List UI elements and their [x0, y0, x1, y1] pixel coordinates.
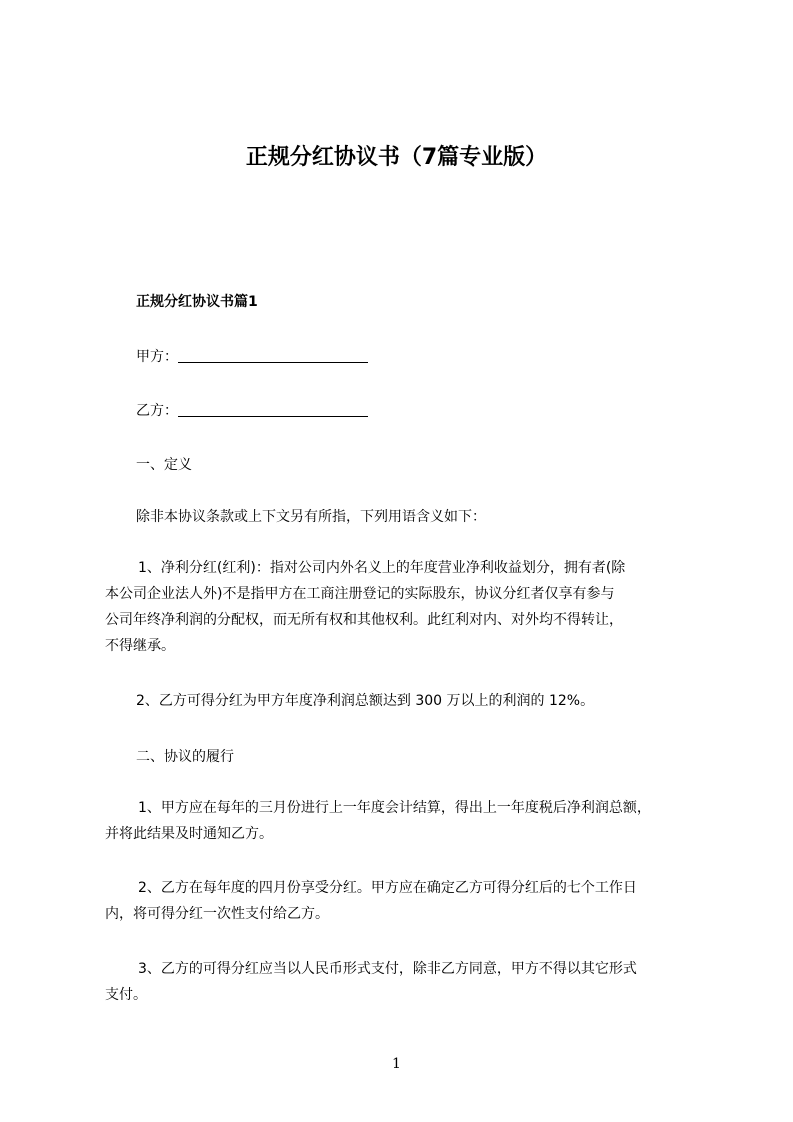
item1-line2: 本公司企业法人外)不是指甲方在工商注册登记的实际股东，协议分红者仅享有参与: [105, 586, 615, 602]
perf3-line2: 支付。: [105, 987, 147, 1003]
party-b-label: 乙方：: [136, 403, 178, 419]
perf1-line1: 1、甲方应在每年的三月份进行上一年度会计结算，得出上一年度税后净利润总额，: [138, 800, 651, 816]
page-number: 1: [392, 1056, 401, 1072]
item1-line4: 不得继承。: [105, 638, 175, 654]
party-a-line: [136, 346, 368, 366]
perf1-line2: 并将此结果及时通知乙方。: [105, 826, 273, 842]
perf2-line1: 2、乙方在每年度的四月份享受分红。甲方应在确定乙方可得分红后的七个工作日: [138, 880, 637, 896]
party-a-label: 甲方：: [136, 349, 178, 365]
section-heading: 正规分红协议书篇1: [136, 294, 258, 310]
item1-line1: 1、净利分红(红利)：指对公司内外名义上的年度营业净利收益划分，拥有者(除: [138, 560, 626, 576]
perf3-line1: 3、乙方的可得分红应当以人民币形式支付，除非乙方同意，甲方不得以其它形式: [138, 961, 637, 977]
part1-heading: 一、定义: [136, 457, 192, 473]
perf2-line2: 内，将可得分红一次性支付给乙方。: [105, 906, 329, 922]
part2-heading: 二、协议的履行: [136, 749, 234, 765]
party-b-line: [136, 400, 368, 420]
party-a-blank: [178, 348, 368, 363]
item1-line3: 公司年终净利润的分配权，而无所有权和其他权利。此红利对内、对外均不得转让，: [105, 612, 623, 628]
document-title: 正规分红协议书（7篇专业版）: [245, 145, 548, 170]
item2-paragraph: 2、乙方可得分红为甲方年度净利润总额达到 300 万以上的利润的 12%。: [136, 693, 595, 709]
party-b-blank: [178, 402, 368, 417]
intro-paragraph: 除非本协议条款或上下文另有所指，下列用语含义如下：: [136, 509, 486, 525]
